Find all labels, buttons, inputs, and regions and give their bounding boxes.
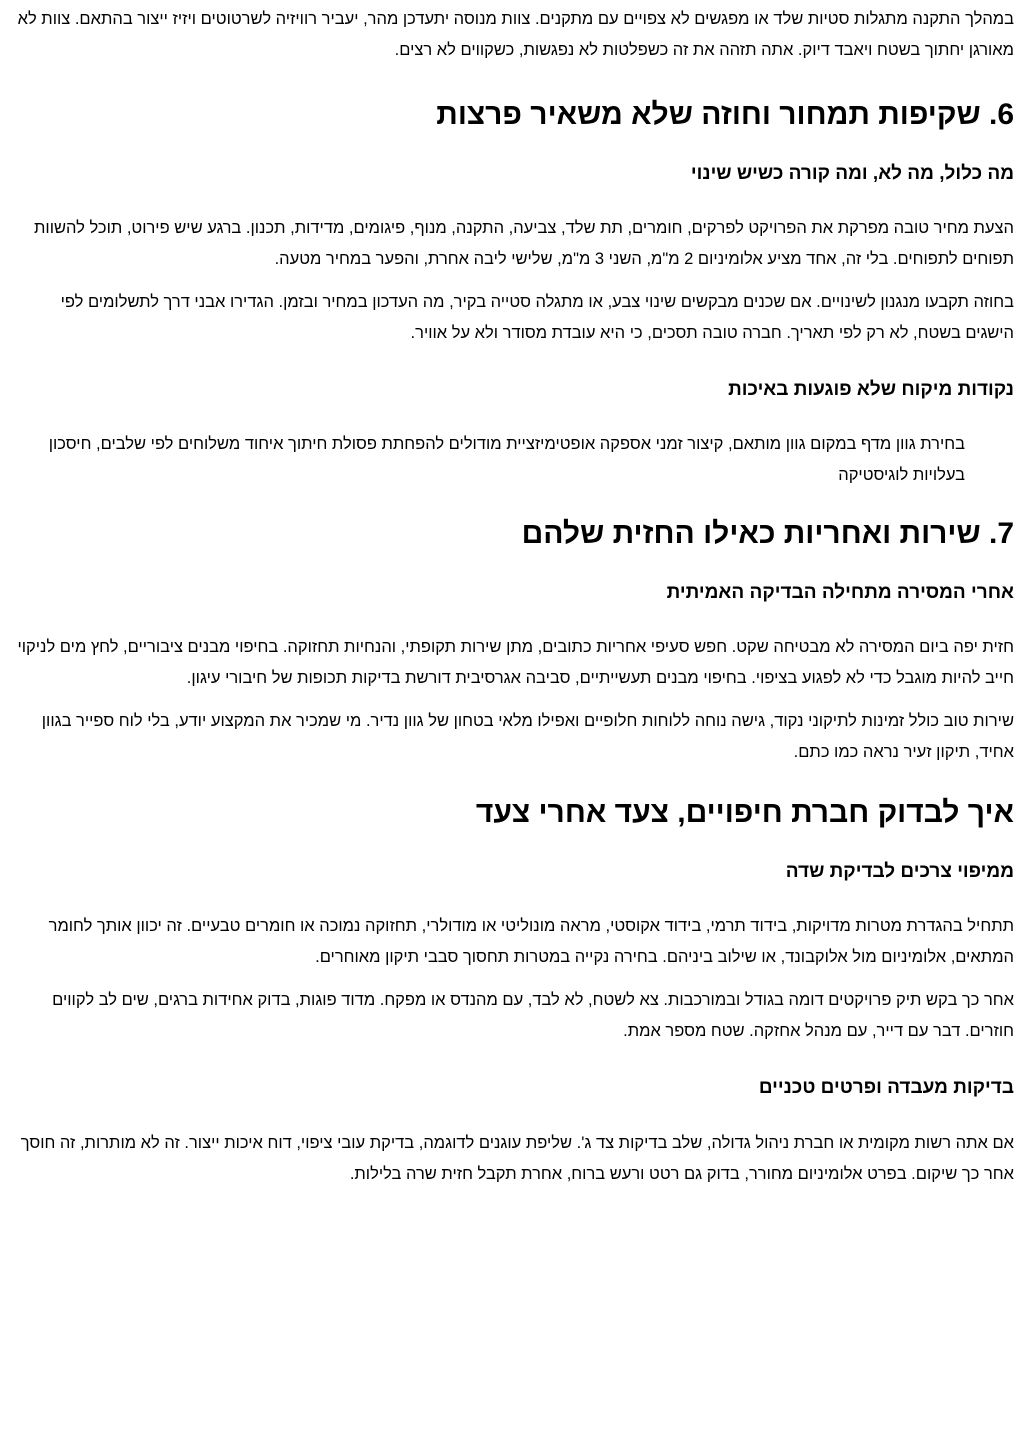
section-8-paragraph-portfolio: אחר כך בקש תיק פרויקטים דומה בגודל ובמורכבות. צא לשטח, לא לבד, עם מהנדס או מפקח. מדוד פוגות, בדוק אחידות ברגים, שים לב לקווים חוזרים. דבר עם דייר, עם מנהל אחזקה. שטח מספר אמת. [52, 991, 1014, 1040]
section-6-paragraph-contract: בחוזה תקבעו מנגנון לשינויים. אם שכנים מבקשים שינוי צבע, או מתגלה סטייה בקיר, מה העדכון במחיר ובזמן. הגדירו אבני דרך לתשלומים לפי הישגים בשטח, לא רק לפי תאריך. חברה טובה תסכים, כי היא עובדת מסודר ולא על אוויר. [60, 293, 1014, 342]
section-6-heading: 6. שקיפות תמחור וחוזה שלא משאיר פרצות [436, 98, 1014, 131]
section-7-paragraph-warranty: חזית יפה ביום המסירה לא מבטיחה שקט. חפש סעיפי אחריות כתובים, מתן שירות תקופתי, והנחיות תחזוקה. בחיפוי מבנים ציבוריים, לחץ מים לניקוי חייב להיות מוגבל כדי לא לפגוע בציפוי. בחיפוי מבנים תעשייתיים, סביבה אגרסיבית דורשת בדיקות תכופות של חיבורי עיגון. [17, 638, 1014, 687]
section-7-paragraph-service: שירות טוב כולל זמינות לתיקוני נקוד, גישה נוחה ללוחות חלופיים ואפילו מלאי בטחון של גוון נדיר. מי שמכיר את המקצוע יודע, בלי לוח ספייר בגוון אחיד, תיקון זעיר נראה כמו כתם. [41, 712, 1014, 761]
section-7-heading: 7. שירות ואחריות כאילו החזית שלהם [521, 517, 1014, 550]
intro-paragraph: במהלך התקנה מתגלות סטיות שלד או מפגשים לא צפויים עם מתקנים. צוות מנוסה יתעדכן מהר, יעביר רוויזיה לשרטוטים ויזיז ייצור בהתאם. צוות לא מאורגן יחתוך בשטח ויאבד דיוק. אתה תזהה את זה כשפלטות לא נפגשות, כשקווים לא רצים. [17, 10, 1014, 59]
section-8-paragraph-goals: תתחיל בהגדרת מטרות מדויקות, בידוד תרמי, בידוד אקוסטי, מראה מונוליטי או מודולרי, תחזוקה נמוכה או חומרים טבעיים. זה יכוון אותך לחומר המתאים, אלומיניום מול אלוקבונד, או שילוב ביניהם. בחירה נקייה במטרות תחסוך סבבי תיקון מאוחרים. [48, 917, 1014, 966]
section-8-subheading-lab-tests: בדיקות מעבדה ופרטים טכניים [758, 1077, 1014, 1098]
section-7-subheading-after-delivery: אחרי המסירה מתחילה הבדיקה האמיתית [666, 582, 1014, 603]
section-8-heading: איך לבדוק חברת חיפויים, צעד אחרי צעד [475, 796, 1014, 829]
section-8-subheading-field-check: ממיפוי צרכים לבדיקת שדה [785, 861, 1014, 882]
section-6-subheading-negotiation: נקודות מיקוח שלא פוגעות באיכות [728, 379, 1014, 400]
section-6-paragraph-quote: הצעת מחיר טובה מפרקת את הפרויקט לפרקים, חומרים, תת שלד, צביעה, התקנה, מנוף, פיגומים, מדידות, תכנון. ברגע שיש פירוט, תוכל להשוות תפוחים לתפוחים. בלי זה, אחד מציע אלומיניום 2 מ"מ, השני 3 מ"מ, שלישי ליבה אחרת, והפער במחיר מטעה. [34, 219, 1014, 268]
negotiation-points-quote: בחירת גוון מדף במקום גוון מותאם, קיצור זמני אספקה אופטימיזציית מודולים להפחתת פסולת חיתוך איחוד משלוחים לפי שלבים, חיסכון בעלויות לוגיסטיקה [48, 435, 965, 484]
section-6-subheading-pricing: מה כלול, מה לא, ומה קורה כשיש שינוי [690, 163, 1014, 184]
section-8-paragraph-third-party: אם אתה רשות מקומית או חברת ניהול גדולה, שלב בדיקות צד ג'. שליפת עוגנים לדוגמה, בדיקת עובי ציפוי, דוח איכות ייצור. זה לא מותרות, זה חוסך אחר כך שיקום. בפרט אלומיניום מחורר, בדוק גם רטט ורעש ברוח, אחרת תקבל חזית שרה בלילות. [20, 1134, 1014, 1183]
